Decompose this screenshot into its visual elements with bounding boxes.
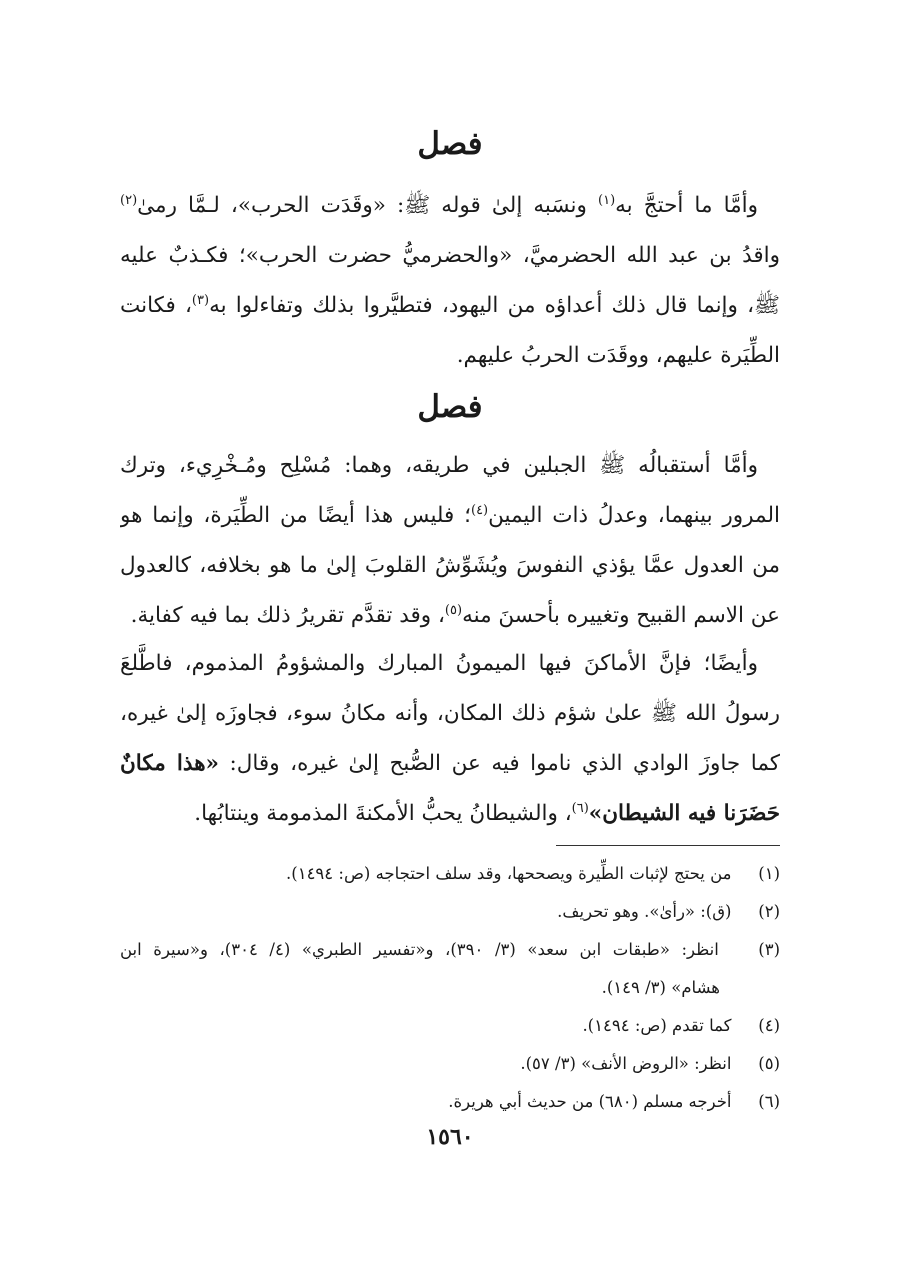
footnote-item: (٣) انظر: «طبقات ابن سعد» (٣/ ٣٩٠)، و«تفسير الطبري» (٤/ ٣٠٤)، و«سيرة ابن هشام» (٣/ ١٤٩). bbox=[120, 940, 780, 997]
section-heading-2: فصل bbox=[417, 389, 483, 425]
footnote-ref: (٦) bbox=[571, 800, 589, 816]
paragraph-1 bbox=[120, 181, 780, 381]
footnote-ref: (٢) bbox=[120, 192, 138, 208]
footnote-divider bbox=[556, 845, 780, 846]
paragraph-line: واقدُ بن عبد الله الحضرميَّ، «والحضرميُّ حضرت الحرب»؛ فكـذبٌ عليه bbox=[120, 243, 780, 268]
footnote-item: (١) من يحتج لإثبات الطِّيرة ويصححها، وقد سلف احتجاجه (ص: ١٤٩٤). bbox=[286, 864, 780, 883]
section-heading-1: فصل bbox=[417, 126, 483, 162]
paragraph-line: المرور بينهما، وعدلُ ذات اليمين$^{(٤)}$؛ فليس هذا أيضًا من الطِّيَرة، وإنما هو bbox=[120, 502, 780, 528]
paragraph-line: ﷺ، وإنما قال ذلك أعداؤه من اليهود، فتطيَّروا بذلك وتفاءلوا به$^{(٣)}$، فكانت bbox=[120, 292, 780, 318]
page-number: ١٥٦٠ bbox=[426, 1124, 474, 1150]
footnote-item: (٤) كما تقدم (ص: ١٤٩٤). bbox=[582, 1016, 780, 1035]
footnote-item: (٦) أخرجه مسلم (٦٨٠) من حديث أبي هريرة. bbox=[448, 1092, 780, 1111]
paragraph-line: من العدول عمَّا يؤذي النفوسَ ويُشَوِّشُ القلوبَ إلىٰ ما هو بخلافه، كالعدول bbox=[120, 553, 780, 578]
footnote-ref: (١) bbox=[598, 192, 616, 208]
paragraph-line: رسولُ الله ﷺ علىٰ شؤم ذلك المكان، وأنه مكانُ سوء، فجاوزَه إلىٰ غيره، bbox=[120, 701, 780, 726]
footnote-item: (٥) انظر: «الروض الأنف» (٣/ ٥٧). bbox=[520, 1054, 780, 1073]
footnote-ref: (٤) bbox=[470, 502, 489, 518]
footnote-ref: (٥) bbox=[444, 602, 463, 618]
footnote-ref: (٣) bbox=[191, 292, 210, 308]
paragraph-line: حَضَرَنا فيه الشيطان»$^{(٦)}$، والشيطانُ يحبُّ الأمكنةَ المذمومة وينتابُها. bbox=[194, 800, 780, 826]
footnotes bbox=[120, 855, 780, 1121]
paragraph-line: عن الاسم القبيح وتغييره بأحسنَ منه$^{(٥)}$، وقد تقدَّم تقريرُ ذلك بما فيه كفاية. bbox=[130, 602, 780, 628]
paragraph-2 bbox=[120, 441, 780, 641]
hadith-quote: «هذا مكانٌ bbox=[120, 751, 219, 776]
hadith-quote: حَضَرَنا فيه الشيطان» bbox=[588, 801, 780, 826]
paragraph-line: وأمَّا أستقبالُه ﷺ الجبلين في طريقه، وهما: مُسْلِح ومُـخْرِيء، وترك bbox=[120, 453, 758, 478]
paragraph-line: الطِّيَرة عليهم، ووقَدَت الحربُ عليهم. bbox=[456, 343, 780, 368]
paragraph-line: وأمَّا ما أحتجَّ به$^{(١)}$ ونسَبه إلىٰ قوله ﷺ: «وقَدَت الحرب»، لـمَّا رمىٰ$^{(٢)}$ bbox=[120, 192, 758, 218]
paragraph-3 bbox=[120, 639, 780, 839]
paragraph-line: كما جاوزَ الوادي الذي ناموا فيه عن الصُّبح إلىٰ غيره، وقال: «هذا مكانٌ bbox=[120, 751, 780, 776]
footnote-item: (٢) (ق): «رأىٰ». وهو تحريف. bbox=[557, 902, 780, 921]
paragraph-line: وأيضًا؛ فإنَّ الأماكنَ فيها الميمونُ المبارك والمشؤومُ المذموم، فاطَّلعَ bbox=[120, 651, 758, 676]
